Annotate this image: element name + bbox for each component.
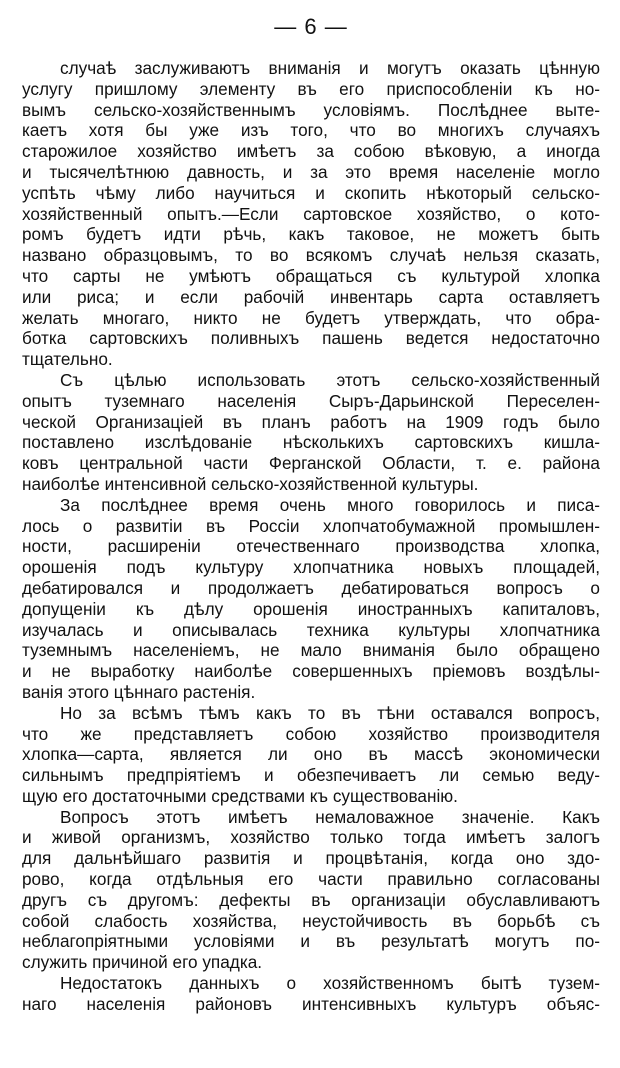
- text-line: и не выработку наиболѣе совершенныхъ пріемовъ воздѣлы-: [22, 661, 600, 682]
- text-line: вымъ сельско-хозяйственнымъ условіямъ. Послѣднее выте-: [22, 99, 600, 120]
- text-line: случаѣ заслуживаютъ вниманія и могутъ оказать цѣнную: [60, 58, 600, 78]
- paragraph: [22, 495, 600, 703]
- text-line: названо образцовымъ, то во всякомъ случаѣ нельзя сказать,: [22, 245, 600, 266]
- text-line: услугу пришлому элементу въ его приспособленіи къ но-: [22, 78, 600, 99]
- text-line: и тысячелѣтнюю давность, и за это время населеніе могло: [22, 161, 600, 182]
- paragraph: [22, 370, 600, 495]
- text-line: Вопросъ этотъ имѣетъ немаловажное значеніе. Какъ: [60, 806, 600, 827]
- text-line: орошенія подъ культуру хлопчатника новыхъ площадей,: [22, 557, 600, 578]
- text-line: старожилое хозяйство имѣетъ за собою вѣковую, а иногда: [22, 141, 600, 162]
- text-line: Но за всѣмъ тѣмъ какъ то въ тѣни оставался вопросъ,: [60, 702, 600, 723]
- text-line: ванія этого цѣннаго растенія.: [22, 681, 256, 702]
- text-line: щую его достаточными средствами къ существованію.: [22, 785, 458, 806]
- paragraph: [22, 58, 600, 370]
- text-line: собой слабость хозяйства, неустойчивость въ борьбѣ съ: [22, 910, 600, 931]
- text-line: Съ цѣлью использовать этотъ сельско-хозяйственный: [60, 369, 600, 390]
- text-line: успѣть чѣму либо научиться и скопить нѣкоторый сельско-: [22, 182, 600, 203]
- text-line: ромъ будетъ идти рѣчь, какъ таковое, не можетъ быть: [22, 224, 600, 245]
- text-line: и живой организмъ, хозяйство только тогда имѣетъ залогъ: [22, 827, 600, 848]
- text-line: другъ съ другомъ: дефекты въ организаціи обуславливаютъ: [22, 889, 600, 910]
- text-line: допущеніи къ дѣлу орошенія иностранныхъ капиталовъ,: [22, 598, 600, 619]
- text-line: ческой Организаціей въ планъ работъ на 1909 годъ было: [22, 411, 600, 432]
- text-line: служить причиной его упадка.: [22, 952, 263, 973]
- text-line: ботка сартовскихъ поливныхъ пашень ведется недостаточно: [22, 328, 600, 349]
- text-line: рово, когда отдѣльныя его части правильно согласованы: [22, 869, 600, 890]
- text-line: Недостатокъ данныхъ о хозяйственномъ бытѣ тузем-: [60, 973, 600, 994]
- text-line: дебатировался и продолжаетъ дебатироваться вопросъ о: [22, 577, 600, 598]
- text-line: желать многаго, никто не будетъ утверждать, что обра-: [22, 307, 600, 328]
- text-line: наиболѣе интенсивной сельско-хозяйственной культуры.: [22, 473, 479, 494]
- text-line: туземнымъ населеніемъ, не мало вниманія было обращено: [22, 640, 600, 661]
- text-line: или риса; и если рабочій инвентарь сарта оставляетъ: [22, 286, 600, 307]
- paragraph: [22, 703, 600, 807]
- text-line: для дальнѣйшаго развитія и процвѣтанія, когда оно здо-: [22, 848, 600, 869]
- text-line: ковъ центральной части Ферганской Области, т. е. района: [22, 453, 600, 474]
- text-line: ности, расширеніи отечественнаго производства хлопка,: [22, 536, 600, 557]
- body-text: [22, 58, 600, 1015]
- text-line: наго населенія районовъ интенсивныхъ культуръ объяс-: [22, 993, 600, 1014]
- text-line: каетъ хотя бы уже изъ того, что во многихъ случаяхъ: [22, 120, 600, 141]
- text-line: лось о развитіи въ Россіи хлопчатобумажной промышлен-: [22, 515, 600, 536]
- text-line: тщательно.: [22, 349, 113, 370]
- text-line: хлопка—сарта, является ли оно въ массѣ экономически: [22, 744, 600, 765]
- text-line: опытъ туземнаго населенія Сыръ-Дарьинской Переселен-: [22, 390, 600, 411]
- text-line: сильнымъ предпріятіемъ и обезпечиваетъ ли семью веду-: [22, 765, 600, 786]
- paragraph: [22, 807, 600, 973]
- paragraph: [22, 973, 600, 1015]
- text-line: что сарты не умѣютъ обращаться съ культурой хлопка: [22, 265, 600, 286]
- text-line: неблагопріятными условіями и въ результатѣ могутъ по-: [22, 931, 600, 952]
- text-line: За послѣднее время очень много говорилось и писа-: [60, 494, 600, 515]
- text-line: поставлено изслѣдованіе нѣсколькихъ сартовскихъ кишла-: [22, 432, 600, 453]
- text-line: изучалась и описывалась техника культуры хлопчатника: [22, 619, 600, 640]
- text-line: что же представляетъ собою хозяйство производителя: [22, 723, 600, 744]
- page-number: — 6 —: [274, 14, 348, 39]
- text-line: хозяйственный опытъ.—Если сартовское хозяйство, о кото-: [22, 203, 600, 224]
